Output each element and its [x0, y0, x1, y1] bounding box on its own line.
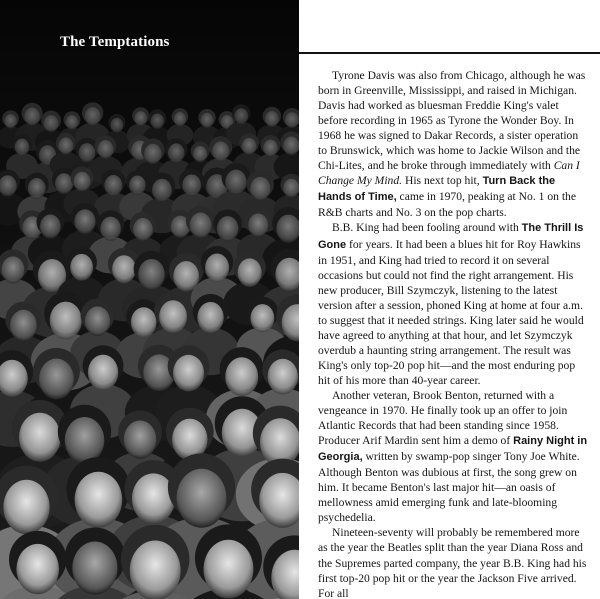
- crowd-figure-face: [74, 209, 95, 234]
- crowd-figure-face: [10, 310, 37, 342]
- crowd-figure-face: [134, 111, 147, 126]
- crowd-figure-face: [15, 139, 30, 156]
- crowd-figure-face: [144, 144, 161, 165]
- header-rule: [299, 52, 600, 54]
- crowd-figure-face: [28, 178, 46, 199]
- crowd-figure-face: [182, 174, 201, 196]
- song-title: The Thrill Is Gone: [318, 222, 584, 251]
- crowd-figure-face: [97, 140, 113, 159]
- crowd-figure-face: [168, 143, 185, 162]
- paragraph-text: came in 1970, peaking at No. 1 on the R&B charts and No. 3 on the pop charts.: [318, 190, 576, 220]
- crowd-figure-face: [268, 359, 298, 395]
- crowd-figure-face: [234, 108, 248, 124]
- crowd-figure-face: [1, 256, 24, 283]
- crowd-figure-face: [124, 420, 157, 458]
- concert-crowd-photo: [0, 0, 299, 599]
- crowd-figure-face: [225, 170, 246, 195]
- crowd-figure-face: [238, 258, 262, 286]
- crowd-figure-face: [190, 213, 212, 239]
- paragraph-text: Another veteran, Brook Benton, returned with a vengeance in 1970. He finally took up an offer to join Atlantic Records that had been standing since 1958. Producer Arif Mardin sent him a demo of: [318, 388, 568, 448]
- crowd-figure-face: [173, 355, 204, 392]
- crowd-figure-face: [159, 300, 187, 333]
- crowd-figure-face: [72, 541, 117, 594]
- crowd-figure-face: [88, 355, 118, 391]
- crowd-figure-face: [212, 141, 229, 161]
- crowd-figure-face: [177, 469, 227, 528]
- crowd-figure-face: [3, 480, 49, 534]
- paragraph-text: Tyrone Davis was also from Chicago, although he was born in Greenville, Mississippi, and raised in Michigan. Davis had worked as bluesman Freddie King's valet before recording in 1965 as Tyrone the Wonder Boy. In 1968 he was signed to Dakar Records, a sister operation to Brunswick, which was home to Jackie Wilson and the Chi-Lites, and he broke through immediately with: [318, 69, 586, 173]
- crowd-figure-face: [205, 254, 229, 282]
- crowd-figure-face: [70, 254, 93, 281]
- crowd-figure-face: [58, 137, 73, 154]
- crowd-photo-illustration: [0, 0, 299, 599]
- paragraph-text: His next top hit,: [402, 174, 483, 188]
- crowd-figure-face: [152, 179, 172, 202]
- crowd-figure-face: [138, 259, 165, 290]
- crowd-figure-face: [74, 172, 91, 192]
- crowd-figure-face: [39, 359, 74, 400]
- crowd-figure-face: [225, 357, 258, 396]
- crowd-figure-face: [130, 541, 181, 599]
- paragraph-text: written by swamp-pop singer Tony Joe White. Although Benton was dubious at first, the song grew on him. It became Benton's last major hit—an oasis of mellowness amid emerging funk and late-blooming psychedelia.: [318, 450, 580, 525]
- crowd-figure-face: [44, 115, 59, 132]
- paragraph-text: for years. It had been a blues hit for Roy Hawkins in 1951, and King had tried to record it on several occasions but could not find the right arrangement. His new producer, Bill Szymczyk, listening to the latest version after a session, phoned King at home at four a.m. to suggest that it needed strings. King later said he would have agreed to anything at that hour, and let Szymczyk overdub a haunting string arrangement. The result was King's only top-20 pop hit—and the most enduring pop hit of his more than 40-year career.: [318, 237, 584, 387]
- crowd-figure-face: [133, 218, 153, 241]
- crowd-figure-face: [265, 111, 279, 127]
- crowd-figure-face: [285, 112, 299, 128]
- article-paragraph: [318, 68, 588, 220]
- crowd-figure-face: [75, 472, 123, 528]
- crowd-figure-face: [19, 413, 61, 462]
- song-title-italic: Can I Change My Mind.: [318, 159, 580, 188]
- crowd-figure-face: [55, 173, 73, 194]
- crowd-figure-face: [197, 302, 223, 333]
- song-title: Rainy Night in Georgia,: [318, 435, 588, 464]
- crowd-figure-face: [85, 107, 101, 126]
- crowd-figure-face: [151, 113, 164, 129]
- crowd-figure-face: [4, 114, 16, 129]
- crowd-figure-face: [248, 214, 268, 238]
- crowd-figure-face: [50, 302, 82, 340]
- crowd-figure-face: [65, 417, 105, 464]
- crowd-figure-face: [129, 175, 146, 195]
- crowd-figure-face: [193, 146, 207, 163]
- article-paragraph: [318, 388, 588, 525]
- crowd-figure-face: [263, 140, 278, 157]
- song-title: Turn Back the Hands of Time,: [318, 175, 556, 204]
- paragraph-text: B.B. King had been fooling around with: [332, 221, 522, 235]
- crowd-figure-face: [283, 179, 299, 198]
- crowd-figure-face: [85, 306, 110, 336]
- article-paragraph: [318, 525, 588, 599]
- crowd-figure-face: [100, 217, 121, 241]
- article-paragraph: [318, 220, 588, 388]
- article-text: [318, 68, 588, 599]
- crowd-figure-face: [16, 544, 59, 594]
- crowd-figure-face: [242, 138, 257, 155]
- crowd-figure-face: [217, 216, 239, 241]
- crowd-figure-face: [66, 115, 79, 130]
- crowd-figure-face: [79, 143, 96, 163]
- crowd-figure-face: [174, 112, 186, 126]
- crowd-figure-face: [204, 540, 254, 599]
- crowd-figure-face: [131, 307, 157, 337]
- paragraph-text: Nineteen-seventy will probably be remembered more as the year the Beatles split than the year Diana Ross and the Supremes parted company, the year B.B. King had his first top-20 pop hit or the year the Jackson Five arrived. For all: [318, 526, 587, 599]
- crowd-figure-face: [283, 137, 299, 156]
- crowd-figure-face: [111, 118, 124, 133]
- crowd-figure-face: [250, 304, 274, 332]
- crowd-figure-face: [201, 113, 214, 128]
- crowd-figure-face: [112, 255, 136, 283]
- crowd-figure-face: [40, 214, 61, 238]
- crowd-figure-face: [24, 108, 40, 126]
- crowd-figure-face: [104, 175, 122, 196]
- photo-caption: The Temptations: [60, 34, 170, 50]
- crowd-figure-face: [250, 177, 270, 201]
